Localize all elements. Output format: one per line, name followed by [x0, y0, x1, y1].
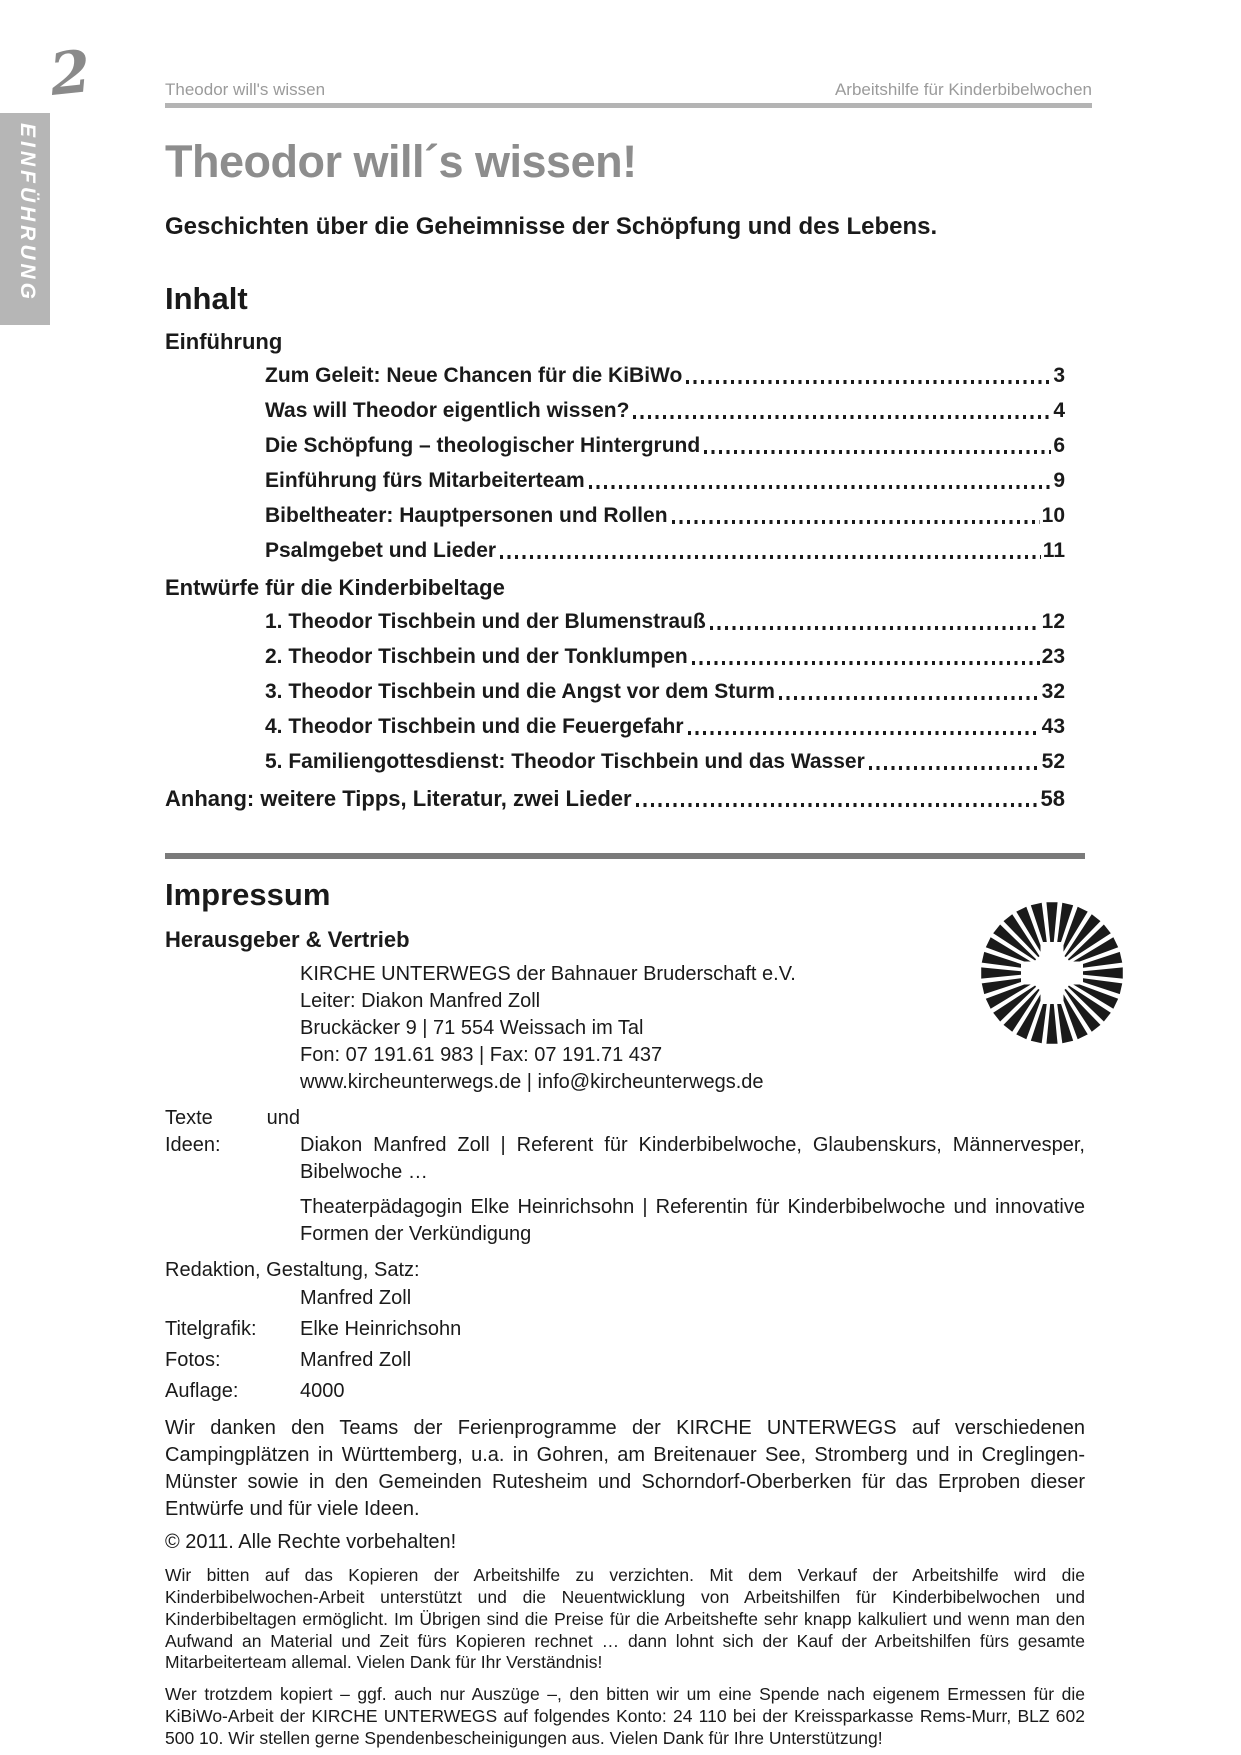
toc-entry: Einführung fürs Mitarbeiterteam 9	[265, 469, 1065, 493]
texte-und-ideen-value-2: Theaterpädagogin Elke Heinrichsohn | Referentin für Kinderbibelwoche und innovative Formen der Verkündigung	[300, 1196, 1085, 1246]
toc-entry: Psalmgebet und Lieder 11	[265, 539, 1065, 563]
toc-page-number: 58	[1040, 786, 1065, 812]
toc-page-number: 43	[1041, 715, 1065, 739]
kirche-unterwegs-sunburst-cross-logo	[980, 901, 1124, 1045]
header-rule	[165, 103, 1092, 108]
running-header-left: Theodor will's wissen	[165, 80, 326, 99]
chapter-tab-einfuehrung	[0, 113, 50, 325]
toc-entry: Zum Geleit: Neue Chancen für die KiBiWo 3	[265, 364, 1065, 388]
credit-label-redaktion: Redaktion, Gestaltung, Satz:	[165, 1259, 420, 1282]
toc-entry-anhang: Anhang: weitere Tipps, Literatur, zwei Lieder 58	[165, 786, 1065, 812]
toc-heading: Inhalt	[165, 281, 248, 317]
toc-page-number: 52	[1041, 750, 1065, 774]
texte-und-ideen-row	[165, 1105, 1085, 1186]
running-header	[0, 0, 1241, 108]
publisher-address: Bruckäcker 9 | 71 554 Weissach im Tal	[300, 1017, 644, 1040]
credit-row-fotos: Fotos: Manfred Zoll	[165, 1349, 412, 1372]
credit-row-titelgrafik: Titelgrafik: Elke Heinrichsohn	[165, 1318, 462, 1341]
toc-entry: 2. Theodor Tischbein und der Tonklumpen 23	[265, 645, 1065, 669]
toc-section-entwuerfe: Entwürfe für die Kinderbibeltage	[165, 575, 505, 601]
toc-page-number: 23	[1041, 645, 1065, 669]
toc-page-number: 10	[1041, 504, 1065, 528]
page-title: Theodor will´s wissen!	[165, 136, 637, 187]
dot-leader	[869, 766, 1040, 770]
publisher-phone-fax: Fon: 07 191.61 983 | Fax: 07 191.71 437	[300, 1044, 663, 1067]
toc-entry: Die Schöpfung – theologischer Hintergrund 6	[265, 434, 1065, 458]
page-subtitle: Geschichten über die Geheimnisse der Schöpfung und des Lebens.	[165, 213, 938, 241]
toc-page-number: 32	[1041, 680, 1065, 704]
copyright-line: © 2011. Alle Rechte vorbehalten!	[165, 1531, 457, 1554]
texte-und-ideen-label: Texte und Ideen:	[165, 1107, 300, 1157]
toc-entry: Was will Theodor eigentlich wissen? 4	[265, 399, 1065, 423]
toc-page-number: 6	[1053, 434, 1065, 458]
publisher-leader: Leiter: Diakon Manfred Zoll	[300, 990, 541, 1013]
toc-list-entwuerfe	[265, 610, 1065, 774]
credit-value-redaktion: Manfred Zoll	[300, 1287, 412, 1310]
dot-leader	[710, 626, 1040, 630]
toc-page-number: 12	[1041, 610, 1065, 634]
toc-page-number: 4	[1053, 399, 1065, 423]
dot-leader	[779, 696, 1040, 700]
toc-entry: 4. Theodor Tischbein und die Feuergefahr 43	[265, 715, 1065, 739]
dot-leader	[672, 520, 1040, 524]
acknowledgements-paragraph: Wir danken den Teams der Ferienprogramme der KIRCHE UNTERWEGS auf verschiedenen Campingplätzen in Württemberg, u.a. in Gohren, am Breitenauer See, Stromberg und in Creglingen-Münster sowie in den Gemeinden Rutesheim und Schorndorf-Oberberken für das Erproben dieser Entwürfe und für viele Ideen.	[165, 1417, 1085, 1521]
toc-entry: Bibeltheater: Hauptpersonen und Rollen 10	[265, 504, 1065, 528]
toc-page-number: 9	[1053, 469, 1065, 493]
credit-row-auflage: Auflage: 4000	[165, 1380, 345, 1403]
toc-page-number: 3	[1053, 364, 1065, 388]
impressum-divider-rule	[165, 853, 1085, 859]
page-number: 2	[46, 37, 94, 109]
toc-page-number: 11	[1042, 539, 1065, 563]
running-header-right: Arbeitshilfe für Kinderbibelwochen	[834, 80, 1092, 99]
toc-section-einfuehrung: Einführung	[165, 329, 283, 355]
copy-notice-paragraph: Wir bitten auf das Kopieren der Arbeitshilfe zu verzichten. Mit dem Verkauf der Arbeitshilfe wird die Kinderbibelwochen-Arbeit unterstützt und die Neuentwicklung von Arbeitshilfen für Kinderbibelwochen und Kinderbibeltagen ermöglicht. Im Übrigen sind die Preise für die Arbeitshefte sehr knapp kalkuliert und wenn man den Aufwand an Material und Zeit fürs Kopieren rechnet … dann lohnt sich der Kauf der Arbeitshilfen fürs gesamte Mitarbeiterteam allemal. Vielen Dank für Ihr Verständnis!	[165, 1565, 1085, 1673]
publisher-heading: Herausgeber & Vertrieb	[165, 927, 410, 953]
dot-leader	[704, 450, 1051, 454]
dot-leader	[692, 661, 1040, 665]
dot-leader	[686, 380, 1051, 384]
toc-entry: 5. Familiengottesdienst: Theodor Tischbein und das Wasser 52	[265, 750, 1065, 774]
chapter-tab-label: EINFÜHRUNG	[16, 123, 39, 303]
toc-list-einfuehrung	[265, 364, 1065, 563]
publisher-org: KIRCHE UNTERWEGS der Bahnauer Bruderschaft e.V.	[300, 963, 796, 986]
dot-leader	[633, 415, 1051, 419]
credits-block	[165, 1258, 1085, 1403]
impressum-heading: Impressum	[165, 877, 331, 913]
dot-leader	[589, 485, 1052, 489]
publisher-block	[165, 961, 1085, 1096]
texte-und-ideen-value-1: Diakon Manfred Zoll | Referent für Kinderbibelwoche, Glaubenskurs, Männervesper, Bibelwoche …	[300, 1134, 1085, 1184]
publisher-web-email: www.kircheunterwegs.de | info@kircheunterwegs.de	[300, 1071, 764, 1094]
dot-leader	[688, 731, 1040, 735]
dot-leader	[636, 803, 1039, 807]
donation-notice-paragraph: Wer trotzdem kopiert – ggf. auch nur Auszüge –, den bitten wir um eine Spende nach eigenem Ermessen für die KiBiWo-Arbeit der KIRCHE UNTERWEGS auf folgendes Konto: 24 110 bei der Kreissparkasse Rems-Murr, BLZ 602 500 10. Wir stellen gerne Spendenbescheinigungen aus. Vielen Dank für Ihre Unterstützung!	[165, 1684, 1085, 1748]
dot-leader	[500, 555, 1041, 559]
toc-entry: 1. Theodor Tischbein und der Blumenstrauß 12	[265, 610, 1065, 634]
toc-entry: 3. Theodor Tischbein und die Angst vor dem Sturm 32	[265, 680, 1065, 704]
